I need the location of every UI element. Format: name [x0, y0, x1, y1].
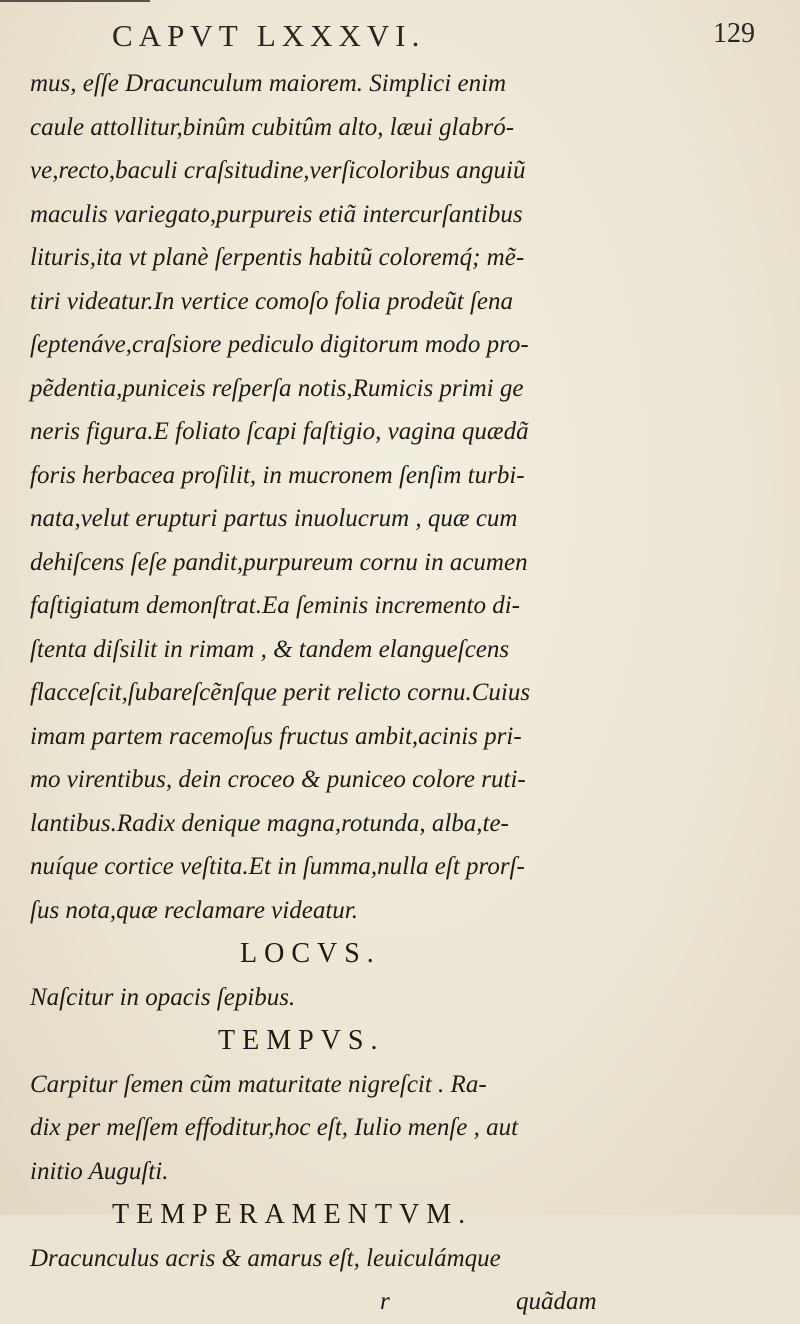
tempus-line: initio Auguſti.: [30, 1157, 169, 1185]
text-line: tiri videatur.In vertice comoſo folia prodeũt ſena: [30, 287, 514, 315]
temperamentum-line: Dracunculus acris & amarus eſt, leuiculámque: [30, 1244, 501, 1272]
text-line: nata,velut erupturi partus inuolucrum , quæ cum: [30, 505, 518, 532]
text-line: maculis variegato,purpureis etiã intercurſantibus: [30, 200, 523, 228]
text-line: faſtigiatum demonſtrat.Ea ſeminis incremento di-: [30, 592, 520, 619]
text-line: ve,recto,baculi craſsitudine,verſicoloribus anguiũ: [30, 157, 526, 184]
catchword-line: [30, 1280, 666, 1324]
tempus-line: dix per meſſem effoditur,hoc eſt, Iulio menſe , aut: [30, 1114, 519, 1141]
text-line: ſus nota,quæ reclamare videatur.: [30, 896, 358, 924]
text-line: pẽdentia,puniceis reſperſa notis,Rumicis primi ge: [30, 374, 524, 402]
text-line: neris figura.E foliato ſcapi faſtigio, vagina quædã: [30, 418, 529, 445]
section-heading-locus: LOCVS.: [240, 938, 381, 969]
locus-text: Naſcitur in opacis ſepibus.: [30, 983, 296, 1011]
catchword: quãdam: [515, 1288, 597, 1315]
text-line: ſtenta diſsilit in rimam , & tandem elangueſcens: [30, 635, 510, 663]
text-line: caule attollitur,binûm cubitûm alto, læui glabró-: [30, 113, 515, 141]
section-heading-temperamentum: TEMPERAMENTVM.: [112, 1199, 473, 1230]
text-line: lituris,ita vt planè ſerpentis habitũ coloremq́; mẽ-: [30, 244, 525, 271]
text-line: imam partem racemoſus fructus ambit,acinis pri-: [30, 722, 522, 750]
page-header: [0, 18, 800, 58]
running-head: CAPVT LXXXVI.: [112, 18, 426, 53]
top-edge-rule: [0, 0, 150, 2]
main-text: [30, 62, 666, 1324]
text-line: flacceſcit,ſubareſcẽnſque perit relicto cornu.Cuius: [30, 679, 531, 706]
page-number: 129: [713, 18, 755, 49]
text-line: mo virentibus, dein croceo & puniceo colore ruti-: [30, 766, 526, 793]
text-line: lantibus.Radix denique magna,rotunda, alba,te-: [30, 809, 509, 837]
text-line: dehiſcens ſeſe pandit,purpureum cornu in acumen: [30, 548, 528, 576]
text-line: mus, eſſe Dracunculum maiorem. Simplici enim: [30, 70, 507, 97]
signature-mark: r: [380, 1288, 390, 1315]
text-line: ſeptenáve,craſsiore pediculo digitorum modo pro-: [30, 331, 529, 358]
text-line: foris herbacea proſilit, in mucronem ſenſim turbi-: [30, 461, 525, 489]
tempus-line: Carpitur ſemen cũm maturitate nigreſcit . Ra-: [30, 1070, 487, 1098]
section-heading-tempus: TEMPVS.: [218, 1025, 385, 1056]
text-line: nuíque cortice veſtita.Et in ſumma,nulla eſt prorſ-: [30, 853, 525, 880]
